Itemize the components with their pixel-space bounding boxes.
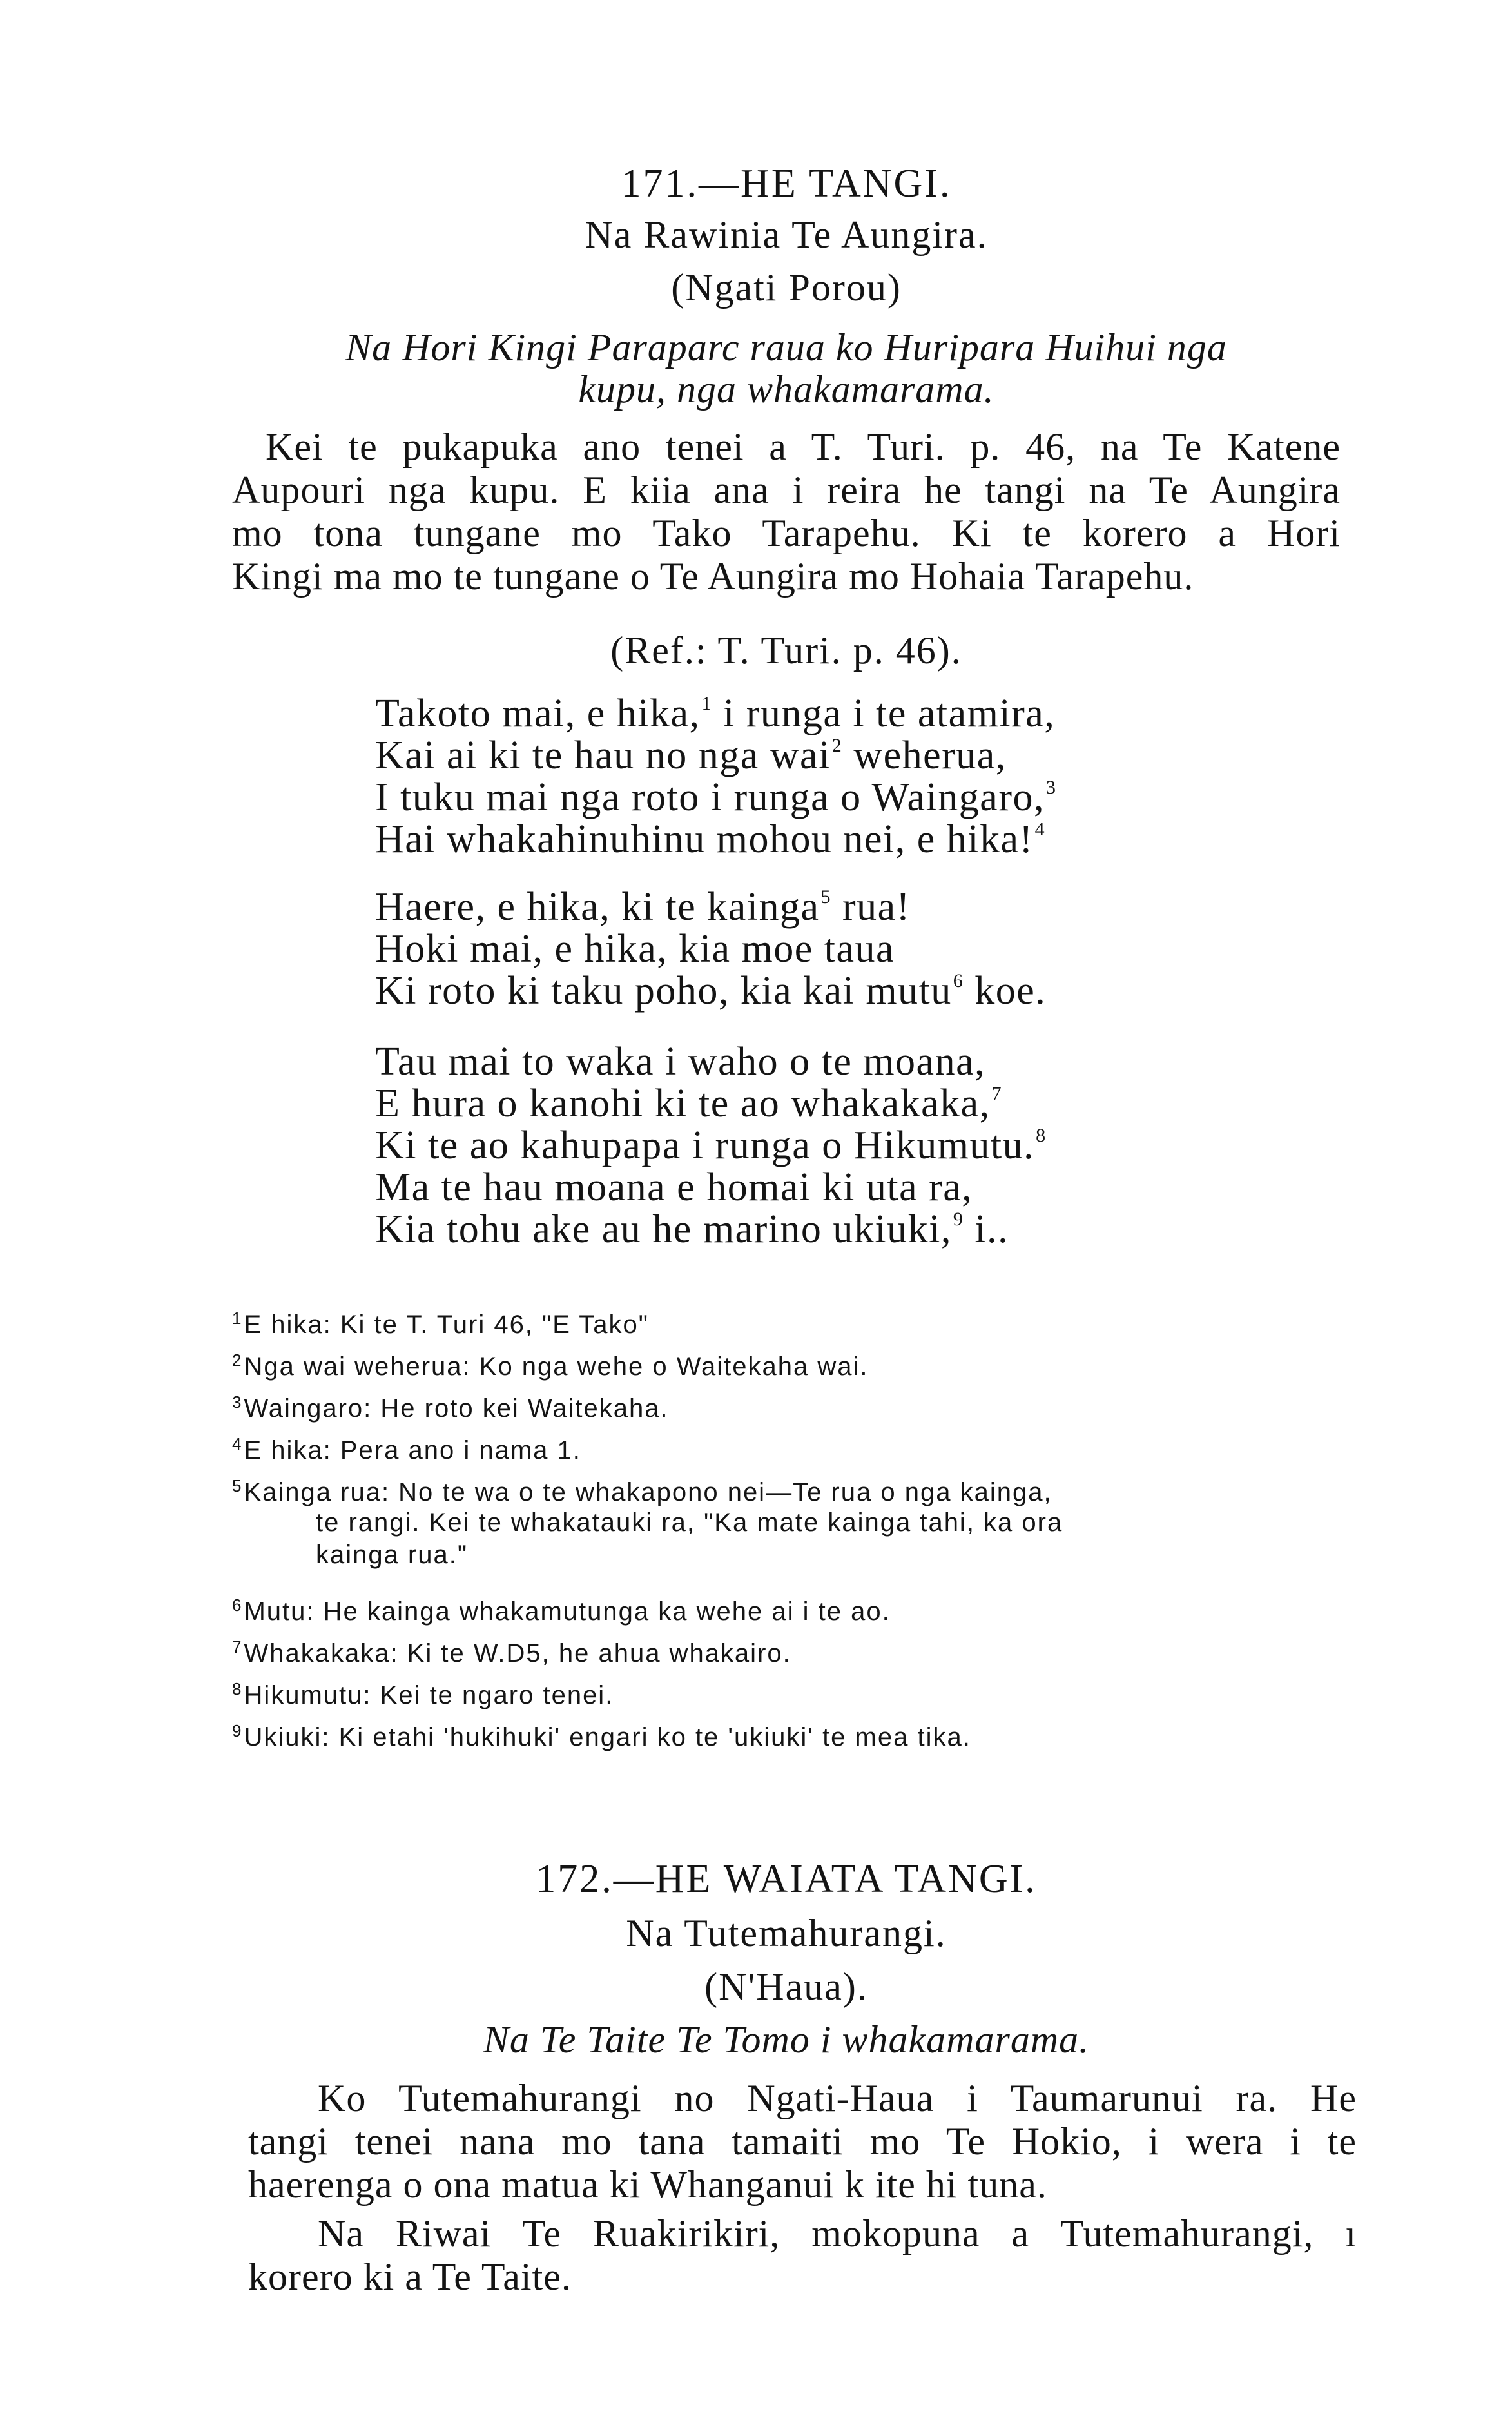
verse-line bbox=[375, 1083, 1047, 1125]
paragraph-line: Na Riwai Te Ruakirikiri, mokopuna a Tutemahurangi, ı bbox=[318, 2212, 1357, 2255]
verse-3 bbox=[375, 1041, 1047, 1251]
footnote-number: 6 bbox=[232, 1595, 243, 1615]
footnote-number: 7 bbox=[232, 1637, 243, 1657]
verse-text-rest: i runga i te atamira, bbox=[712, 692, 1056, 735]
verse-text: Haere, e hika, ki te kainga bbox=[375, 885, 820, 929]
footnote bbox=[232, 1595, 891, 1626]
footnote-text: Kainga rua: No te wa o te whakapono nei—Te rua o nga kainga, bbox=[244, 1478, 1052, 1506]
footnote-marker: 2 bbox=[831, 735, 843, 756]
footnote-marker: 6 bbox=[953, 970, 964, 991]
intro-line: Aupouri nga kupu. E kiia ana i reira he tangi na Te Aungira bbox=[232, 469, 1341, 511]
verse-text: Ki te ao kahupapa i runga o Hikumutu. bbox=[375, 1124, 1035, 1167]
song-171-reference: (Ref.: T. Turi. p. 46). bbox=[610, 629, 962, 672]
song-172-paragraph-1 bbox=[248, 2077, 1357, 2206]
footnote-continuation: kainga rua." bbox=[316, 1541, 469, 1569]
verse-text: Ki roto ki taku poho, kia kai mutu bbox=[375, 969, 952, 1013]
verse-1 bbox=[375, 693, 1056, 861]
footnote bbox=[232, 1721, 971, 1752]
footnote-text: Whakakaka: Ki te W.D5, he ahua whakairo. bbox=[244, 1639, 791, 1668]
intro-line: Kingi ma mo te tungane o Te Aungira mo Hohaia Tarapehu. bbox=[232, 555, 1194, 598]
footnote-marker: 4 bbox=[1034, 819, 1046, 840]
song-172-tribe: (N'Haua). bbox=[704, 1965, 868, 2008]
verse-text-rest: weherua, bbox=[842, 734, 1007, 777]
song-171-title: 171.—HE TANGI. bbox=[621, 162, 952, 206]
paragraph-line: tangi tenei nana mo tana tamaiti mo Te Hokio, i wera i te bbox=[248, 2120, 1357, 2163]
footnote-number: 1 bbox=[232, 1309, 243, 1328]
verse-text-rest: i.. bbox=[964, 1207, 1009, 1251]
verse-line bbox=[375, 693, 1056, 735]
footnote-marker: 7 bbox=[991, 1083, 1003, 1104]
verse-text: Hai whakahinuhinu mohou nei, e hika! bbox=[375, 817, 1034, 861]
verse-text: E hura o kanohi ki te ao whakakaka, bbox=[375, 1082, 991, 1125]
intro-line: mo tona tungane mo Tako Tarapehu. Ki te korero a Hori bbox=[232, 512, 1341, 554]
verse-line bbox=[375, 735, 1056, 777]
verse-text: Takoto mai, e hika, bbox=[375, 692, 701, 735]
verse-line bbox=[375, 970, 1046, 1012]
footnote-text: Ukiuki: Ki etahi 'hukihuki' engari ko te 'ukiuki' te mea tika. bbox=[244, 1723, 971, 1751]
footnote-continuation: te rangi. Kei te whakatauki ra, "Ka mate kainga tahi, ka ora bbox=[316, 1508, 1063, 1537]
verse-line bbox=[375, 1209, 1047, 1251]
song-172-title: 172.—HE WAIATA TANGI. bbox=[536, 1857, 1037, 1901]
footnote-text: Mutu: He kainga whakamutunga ka wehe ai i te ao. bbox=[244, 1597, 891, 1626]
footnote-marker: 1 bbox=[701, 693, 713, 714]
footnote-text: Nga wai weherua: Ko nga wehe o Waitekaha wai. bbox=[244, 1352, 869, 1381]
footnote-number: 2 bbox=[232, 1350, 243, 1370]
verse-text: Kai ai ki te hau no nga wai bbox=[375, 734, 831, 777]
footnote bbox=[232, 1309, 649, 1339]
footnote bbox=[232, 1350, 869, 1381]
paragraph-line: haerenga o ona matua ki Whanganui k ite hi tuna. bbox=[248, 2163, 1047, 2206]
footnote bbox=[232, 1637, 791, 1668]
footnote-marker: 8 bbox=[1036, 1125, 1047, 1146]
verse-text-rest: rua! bbox=[831, 885, 911, 929]
verse-text: Tau mai to waka i waho o te moana, bbox=[375, 1040, 986, 1084]
song-171-credit-line-1: Na Hori Kingi Paraparc raua ko Huripara Huihui nga bbox=[345, 326, 1227, 369]
verse-line bbox=[375, 928, 1046, 970]
paragraph-line: korero ki a Te Taite. bbox=[248, 2255, 572, 2298]
footnote-number: 9 bbox=[232, 1721, 243, 1740]
verse-text: Ma te hau moana e homai ki uta ra, bbox=[375, 1165, 973, 1209]
verse-text: Kia tohu ake au he marino ukiuki, bbox=[375, 1207, 952, 1251]
song-171-author: Na Rawinia Te Aungira. bbox=[585, 213, 988, 256]
verse-line bbox=[375, 1041, 1047, 1083]
footnote-number: 4 bbox=[232, 1434, 243, 1454]
footnote bbox=[232, 1434, 581, 1465]
verse-line bbox=[375, 1125, 1047, 1167]
song-171-credit-line-2: kupu, nga whakamarama. bbox=[578, 368, 994, 411]
verse-line bbox=[375, 777, 1056, 819]
verse-text: Hoki mai, e hika, kia moe taua bbox=[375, 927, 895, 971]
footnote-text: E hika: Pera ano i nama 1. bbox=[244, 1436, 581, 1465]
song-171-intro bbox=[232, 425, 1341, 598]
footnote-text: Hikumutu: Kei te ngaro tenei. bbox=[244, 1681, 614, 1709]
song-172-credit: Na Te Taite Te Tomo i whakamarama. bbox=[483, 2018, 1090, 2061]
verse-text-rest: koe. bbox=[964, 969, 1047, 1013]
footnote-marker: 5 bbox=[820, 886, 831, 908]
paragraph-line: Ko Tutemahurangi no Ngati-Haua i Taumarunui ra. He bbox=[318, 2077, 1357, 2119]
footnote-number: 8 bbox=[232, 1679, 243, 1699]
verse-text: I tuku mai nga roto i runga o Waingaro, bbox=[375, 775, 1045, 819]
footnote-number: 5 bbox=[232, 1476, 243, 1495]
intro-line: Kei te pukapuka ano tenei a T. Turi. p. 46, na Te Katene bbox=[266, 425, 1341, 468]
footnote bbox=[232, 1392, 669, 1423]
footnote-text: Waingaro: He roto kei Waitekaha. bbox=[244, 1394, 669, 1423]
verse-2 bbox=[375, 886, 1046, 1012]
footnote-text: E hika: Ki te T. Turi 46, "E Tako" bbox=[244, 1310, 649, 1339]
footnote bbox=[232, 1476, 1052, 1507]
song-171-tribe: (Ngati Porou) bbox=[671, 266, 902, 309]
verse-line bbox=[375, 886, 1046, 928]
footnote-marker: 9 bbox=[953, 1209, 964, 1230]
footnote-marker: 3 bbox=[1045, 777, 1057, 798]
footnote bbox=[232, 1679, 614, 1710]
footnote-number: 3 bbox=[232, 1392, 243, 1412]
song-172-author: Na Tutemahurangi. bbox=[626, 1912, 947, 1954]
song-172-paragraph-2 bbox=[248, 2212, 1357, 2299]
verse-line bbox=[375, 1167, 1047, 1209]
verse-line bbox=[375, 819, 1056, 861]
